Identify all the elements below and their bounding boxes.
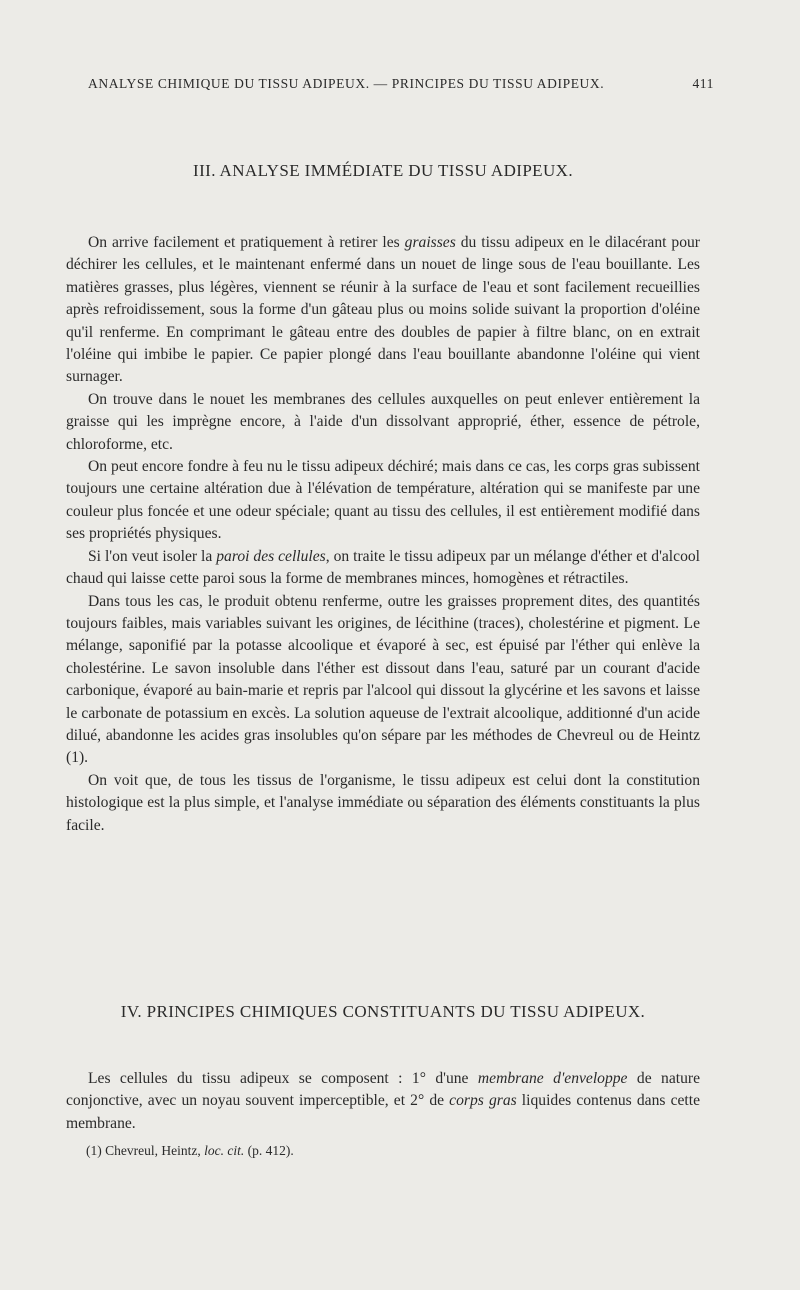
paragraph: On peut encore fondre à feu nu le tissu adipeux déchiré; mais dans ce cas, les corps gras subissent toujours une certaine altération due à l'élévation de température, altération qui se manifeste par une couleur plus foncée et une odeur spéciale; quant au tissu des cellules, il est entièrement modifié dans ses propriétés physiques. [66,458,700,543]
paragraph: On arrive facilement et pratiquement à retirer les graisses du tissu adipeux en le dilacérant pour déchirer les cellules, et le maintenant enfermé dans un nouet de linge sous de l'eau bouillante. Les matières grasses, plus légères, viennent se réunir à la surface de l'eau et sont facilement recueillies après refroidissement, sous la forme d'un gâteau plus ou moins solide suivant la proportion d'oléine qu'il renferme. En comprimant le gâteau entre des doubles de papier à filtre blanc, on en extrait l'oléine qui imbibe le papier. Ce papier plongé dans l'eau bouillante abandonne l'oléine qui vient surnager. [66,234,700,386]
paragraph: On trouve dans le nouet les membranes des cellules auxquelles on peut enlever entièrement la graisse qui les imprègne encore, à l'aide d'un dissolvant approprié, éther, essence de pétrole, chloroforme, etc. [66,390,700,453]
emphasis: corps gras [449,1092,517,1110]
section-iii-body [66,232,700,837]
footnote-marker: (1) [86,1143,102,1158]
running-title: ANALYSE CHIMIQUE DU TISSU ADIPEUX. — PRINCIPES DU TISSU ADIPEUX. [88,76,605,91]
paragraph: Si l'on veut isoler la paroi des cellules, on traite le tissu adipeux par un mélange d'éther et d'alcool chaud qui laisse cette paroi sous la forme de membranes minces, homogènes et rétractiles. [66,547,700,588]
section-title-iv: IV. PRINCIPES CHIMIQUES CONSTITUANTS DU TISSU ADIPEUX. [120,1002,646,1021]
footnote: (1) Chevreul, Heintz, loc. cit. (p. 412). [86,1143,294,1158]
paragraph: Dans tous les cas, le produit obtenu renferme, outre les graisses proprement dites, des quantités toujours faibles, mais variables suivant les origines, de lécithine (traces), cholestérine et pigment. Le mélange, saponifié par la potasse alcoolique et évaporé à sec, est épuisé par l'éther qui enlève la cholestérine. Le savon insoluble dans l'éther est dissout dans l'eau, saturé par un courant d'acide carbonique, évaporé au bain-marie et repris par l'alcool qui dissout la glycérine et les savons et laisse le carbonate de potassium en excès. La solution aqueuse de l'extrait alcoolique, additionné d'un acide dilué, abandonne les acides gras insolubles qu'on sépare par les méthodes de Chevreul ou de Heintz (1). [66,592,700,767]
paragraph: On voit que, de tous les tissus de l'organisme, le tissu adipeux est celui dont la constitution histologique est la plus simple, et l'analyse immédiate ou séparation des éléments constituants la plus facile. [66,771,700,834]
emphasis: paroi des cellules [216,547,326,565]
paragraph: Les cellules du tissu adipeux se composent : 1° d'une membrane d'enveloppe de nature conjonctive, avec un noyau souvent imperceptible, et 2° de corps gras liquides contenus dans cette membrane. [66,1070,701,1132]
emphasis: graisses [404,234,456,251]
emphasis: membrane d'enveloppe [477,1070,628,1087]
emphasis: loc. cit. [204,1143,245,1158]
running-header [88,76,712,92]
section-iv-body [66,1068,700,1135]
section-title-iii: III. ANALYSE IMMÉDIATE DU TISSU ADIPEUX. [193,161,573,180]
page-number: 411 [692,76,714,91]
